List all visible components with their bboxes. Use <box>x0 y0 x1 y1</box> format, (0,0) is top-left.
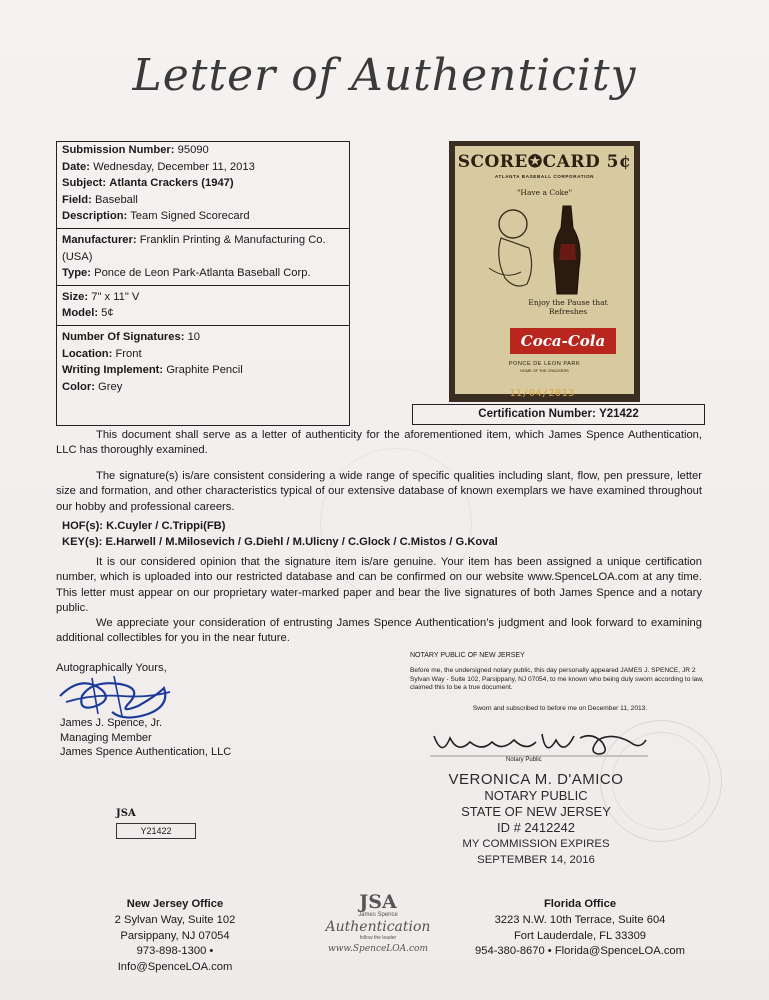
subject-value: Atlanta Crackers (1947) <box>109 177 234 190</box>
location-row <box>62 346 344 363</box>
details-group-signatures <box>57 325 349 395</box>
photo-date-stamp: 11/04/2013 <box>509 388 575 399</box>
notary-stamp-title: NOTARY PUBLIC <box>484 788 588 803</box>
paragraph-opinion: It is our considered opinion that the signature item is/are genuine. Your item has been assigned a unique certification number, which is uploaded into our restricted database and can be confirmed on our website www.SpenceLOA.com at any time. This letter must appear on our proprietary water-marked paper and bear the live signatures of both James Spence and a notary public. <box>56 556 702 615</box>
notary-statement: Before me, the undersigned notary public, this day personally appeared JAMES J. SPENCE, JR 2 Sylvan Way - Suite 102, Parsippany, NJ 07054, to me known who being duly sworn according to law, claimed this to be a true document. <box>410 667 704 692</box>
fl-office-city: Fort Lauderdale, FL 33309 <box>513 929 647 942</box>
notary-header: NOTARY PUBLIC OF NEW JERSEY <box>410 652 525 659</box>
scorecard-tagline: "Have a Coke" <box>516 188 573 197</box>
signer-role: Managing Member <box>60 731 152 744</box>
jsa-stamp-number: Y21422 <box>116 823 196 839</box>
size-value: 7" x 11" V <box>91 290 140 303</box>
location-value: Front <box>115 347 142 360</box>
field-value: Baseball <box>94 193 138 206</box>
signer-name: James J. Spence, Jr. <box>60 717 163 729</box>
implement-row <box>62 362 344 379</box>
item-details-box <box>56 141 350 426</box>
field-label: Subject: <box>62 177 107 190</box>
scorecard-photo <box>449 141 640 402</box>
notary-caption: Notary Public <box>506 757 542 763</box>
nj-office-address: 2 Sylvan Way, Suite 102 <box>114 913 236 926</box>
nj-office-contact: 973-898-1300 • Info@SpenceLOA.com <box>117 945 233 974</box>
signer-block <box>60 716 231 760</box>
jsa-stamp <box>116 808 196 840</box>
notary-stamp-id: ID # 2412242 <box>496 820 576 835</box>
hof-signers: HOF(s): K.Cuyler / C.Trippi(FB) <box>62 520 226 532</box>
scorecard-cover <box>455 146 634 394</box>
submission-number: 95090 <box>177 144 209 156</box>
signatures-row <box>62 329 344 346</box>
description-value: Team Signed Scorecard <box>130 210 250 223</box>
notary-block <box>410 652 710 713</box>
footer-fl-office <box>470 897 690 960</box>
model-row <box>62 305 344 322</box>
jsa-logo-mark: JSA <box>359 891 397 913</box>
field-label: Date: <box>62 160 90 173</box>
paragraph-intro: This document shall serve as a letter of authenticity for the aforementioned item, which James Spence Authentication, LLC has thoroughly examined. <box>56 429 702 457</box>
scorecard-subheading: ATLANTA BASEBALL CORPORATION <box>494 174 595 179</box>
field-label: Field: <box>62 193 92 206</box>
manufacturer-row <box>62 232 344 265</box>
jsa-logo-authentication: Authentication <box>325 919 431 935</box>
description-row <box>62 208 344 225</box>
scorecard-home: HOME OF THE CRACKERS <box>520 369 569 373</box>
closing-text: Autographically Yours, <box>56 662 167 674</box>
fl-office-heading: Florida Office <box>543 898 617 910</box>
scorecard-heading: SCORE✪CARD 5¢ <box>457 152 632 172</box>
field-label: Type: <box>62 267 92 280</box>
nj-office-heading: New Jersey Office <box>126 898 224 910</box>
field-label: Number Of Signatures: <box>62 330 185 343</box>
jsa-stamp-label: JSA <box>116 808 136 819</box>
color-value: Grey <box>98 380 123 393</box>
certification-number: Y21422 <box>599 408 639 420</box>
fl-office-contact: 954-380-8670 • Florida@SpenceLOA.com <box>475 945 685 958</box>
jsa-logo <box>318 892 438 962</box>
field-label: Writing Implement: <box>62 364 164 377</box>
field-label: Color: <box>62 380 95 393</box>
page-title: Letter of Authenticity <box>132 50 637 101</box>
coca-cola-logo: Coca-Cola <box>510 328 616 354</box>
type-value: Ponce de Leon Park-Atlanta Baseball Corp. <box>94 267 311 280</box>
signatures-value: 10 <box>187 330 201 343</box>
subject-row <box>62 175 344 192</box>
footer-nj-office <box>80 897 270 976</box>
certification-box <box>412 404 705 425</box>
jsa-logo-name: James Spence <box>358 912 398 918</box>
field-label: Location: <box>62 347 113 360</box>
details-group-size <box>57 285 349 322</box>
field-label: Description: <box>62 210 128 223</box>
key-signers: KEY(s): E.Harwell / M.Milosevich / G.Diehl / M.Ulicny / C.Glock / C.Mistos / G.Koval <box>62 536 498 548</box>
details-group-subject <box>57 142 349 225</box>
paragraph-examination: The signature(s) is/are consistent considering a wide range of specific qualities including slant, flow, pen pressure, letter size and formation, and other characteristics typical of our extensive database of known exemplars we have examined throughout our hobby and professional careers. <box>56 470 702 513</box>
size-row <box>62 289 344 306</box>
field-label: Submission Number: <box>62 144 175 156</box>
notary-stamp <box>426 772 646 868</box>
field-label: Model: <box>62 307 99 320</box>
nj-office-city: Parsippany, NJ 07054 <box>120 929 230 942</box>
date-value: Wednesday, December 11, 2013 <box>93 160 255 173</box>
details-group-manufacturer <box>57 228 349 282</box>
implement-value: Graphite Pencil <box>166 364 243 377</box>
scorecard-park: PONCE DE LEON PARK <box>508 361 581 367</box>
notary-sworn: Sworn and subscribed to before me on December 11, 2013. <box>472 704 648 712</box>
jsa-logo-tagline: follow the leader <box>359 935 397 941</box>
manufacturer-value: Franklin Printing & Manufacturing Co. (USA) <box>62 233 326 263</box>
notary-stamp-state: STATE OF NEW JERSEY <box>461 804 611 819</box>
signer-company: James Spence Authentication, LLC <box>60 746 232 759</box>
certification-label: Certification Number: <box>478 408 596 420</box>
fl-office-address: 3223 N.W. 10th Terrace, Suite 604 <box>494 913 666 926</box>
field-label: Size: <box>62 290 89 303</box>
coke-bottle-illustration <box>475 198 625 298</box>
type-row <box>62 265 344 282</box>
date-row <box>62 159 344 176</box>
field-row <box>62 192 344 209</box>
submission-row <box>62 142 344 159</box>
paragraph-appreciation: We appreciate your consideration of entrusting James Spence Authentication’s judgment and look forward to examining additional collectibles for you in the near future. <box>56 617 702 645</box>
model-value: 5¢ <box>101 307 114 320</box>
notary-stamp-name: VERONICA M. D'AMICO <box>448 771 624 788</box>
jsa-logo-url: www.SpenceLOA.com <box>327 944 429 954</box>
scorecard-slogan: Enjoy the Pause that Refreshes <box>528 298 608 316</box>
notary-stamp-expiry: MY COMMISSION EXPIRES SEPTEMBER 14, 2016 <box>462 838 610 866</box>
color-row <box>62 379 344 396</box>
field-label: Manufacturer: <box>62 233 137 246</box>
